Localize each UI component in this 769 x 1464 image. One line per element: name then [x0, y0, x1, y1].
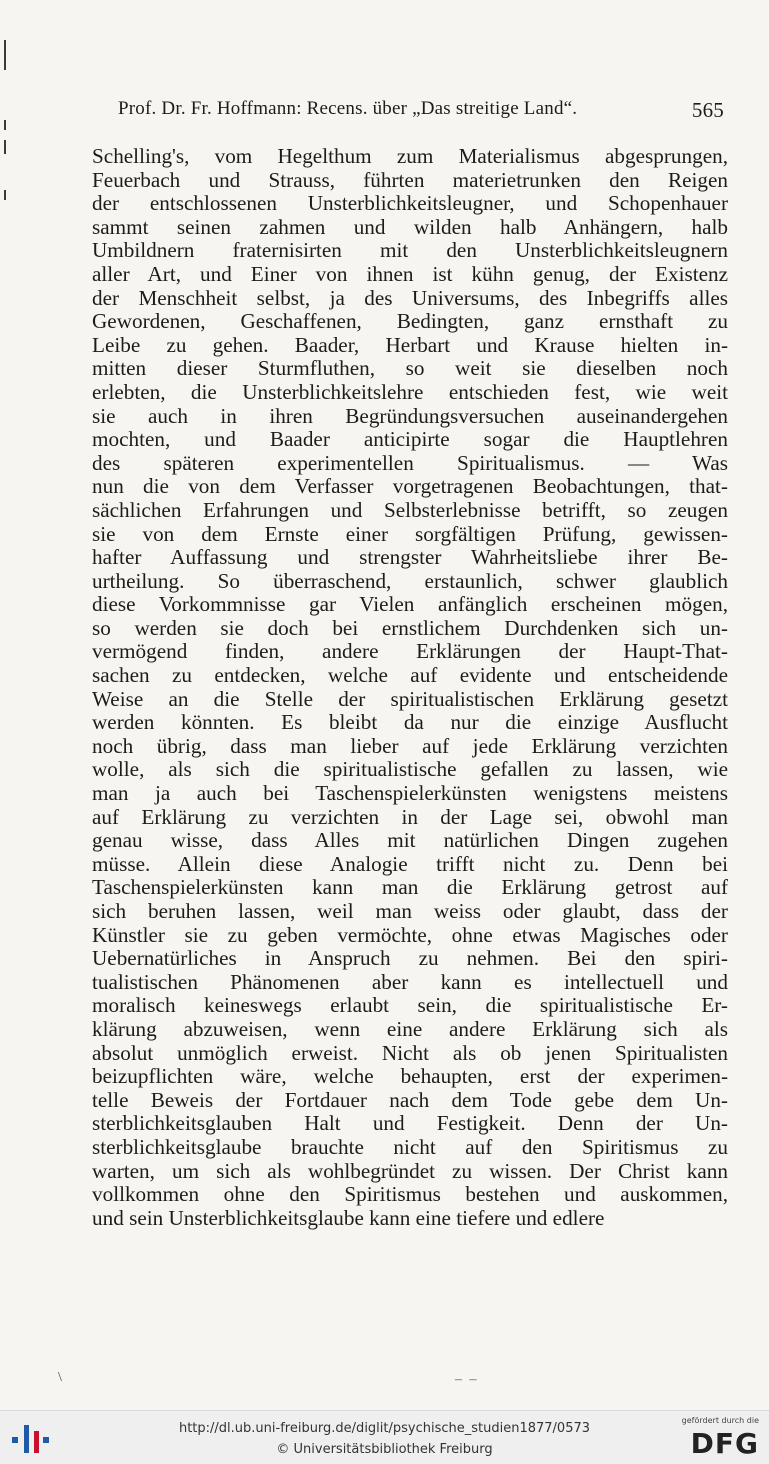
running-header — [118, 98, 728, 120]
source-url[interactable]: http://dl.ub.uni-freiburg.de/diglit/psychische_studien1877/0573 — [178, 1421, 591, 1436]
text-line: diese Vorkommnisse gar Vielen anfänglich erscheinen mögen, — [92, 593, 728, 617]
text-line: Gewordenen, Geschaffenen, Bedingten, ganz ernsthaft zu — [92, 310, 728, 334]
text-line: sterblichkeitsglaube brauchte nicht auf den Spiritismus zu — [92, 1135, 728, 1159]
scan-artifact: \ — [58, 1370, 62, 1385]
page-number: 565 — [691, 98, 724, 122]
text-line: Weise an die Stelle der spiritualistischen Erklärung gesetzt — [92, 687, 728, 711]
text-line: mitten dieser Sturmfluthen, so weit sie dieselben noch — [92, 357, 728, 381]
text-line: sie auch in ihren Begründungsversuchen auseinandergehen — [92, 404, 728, 428]
text-line: absolut unmöglich erweist. Nicht als ob jenen Spiritualisten — [92, 1041, 728, 1065]
text-line: genau wisse, dass Alles mit natürlichen Dingen zugehen — [92, 829, 728, 853]
dfg-logo-icon: DFG — [690, 1427, 759, 1460]
dfg-caption: gefördert durch die — [681, 1416, 759, 1425]
text-line: vollkommen ohne den Spiritismus bestehen und auskommen, — [92, 1183, 728, 1207]
text-line: wolle, als sich die spiritualistische gefallen zu lassen, wie — [92, 758, 728, 782]
text-line: man ja auch bei Taschenspielerkünsten wenigstens meistens — [92, 782, 728, 806]
text-line: warten, um sich als wohlbegründet zu wissen. Der Christ kann — [92, 1159, 728, 1183]
viewer-footer — [0, 1410, 769, 1464]
text-line: erlebten, die Unsterblichkeitslehre entschieden fest, wie weit — [92, 380, 728, 404]
text-line: urtheilung. So überraschend, erstaunlich, schwer glaublich — [92, 569, 728, 593]
text-line: mochten, und Baader anticipirte sogar die Hauptlehren — [92, 428, 728, 452]
scan-edge-mark — [4, 190, 6, 200]
text-line: vermögend finden, andere Erklärungen der Haupt-That- — [92, 640, 728, 664]
text-line: moralisch keineswegs erlaubt sein, die spiritualistische Er- — [92, 994, 728, 1018]
text-line: so werden sie doch bei ernstlichem Durchdenken sich un- — [92, 616, 728, 640]
running-title: Prof. Dr. Fr. Hoffmann: Recens. über „Das streitige Land“. — [118, 98, 578, 119]
text-line: der Menschheit selbst, ja des Universums, des Inbegriffs alles — [92, 286, 728, 310]
text-line: Uebernatürliches in Anspruch zu nehmen. Bei den spiri- — [92, 947, 728, 971]
scan-edge-mark — [4, 120, 6, 130]
text-line: Taschenspielerkünsten kann man die Erklärung getrost auf — [92, 876, 728, 900]
scan-edge-mark — [4, 40, 6, 70]
scan-edge-mark — [4, 140, 6, 154]
scan-artifact: – – — [455, 1372, 479, 1387]
text-line: sterblichkeitsglauben Halt und Festigkeit. Denn der Un- — [92, 1112, 728, 1136]
text-line: Künstler sie zu geben vermöchte, ohne etwas Magisches oder — [92, 923, 728, 947]
text-line: Feuerbach und Strauss, führten materietrunken den Reigen — [92, 168, 728, 192]
text-line: des späteren experimentellen Spiritualismus. — Was — [92, 451, 728, 475]
text-line: sachen zu entdecken, welche auf evidente und entscheidende — [92, 664, 728, 688]
text-line: Leibe zu gehen. Baader, Herbart und Krause hielten in- — [92, 333, 728, 357]
text-line: telle Beweis der Fortdauer nach dem Tode gebe dem Un- — [92, 1088, 728, 1112]
text-line: noch übrig, dass man lieber auf jede Erklärung verzichten — [92, 734, 728, 758]
text-line: sie von dem Ernste einer sorgfältigen Prüfung, gewissen- — [92, 522, 728, 546]
text-line: werden könnten. Es bleibt da nur die einzige Ausflucht — [92, 711, 728, 735]
text-line: müsse. Allein diese Analogie trifft nicht zu. Denn bei — [92, 852, 728, 876]
text-line: sich beruhen lassen, weil man weiss oder glaubt, dass der — [92, 900, 728, 923]
copyright-notice: © Universitätsbibliothek Freiburg — [276, 1442, 493, 1457]
text-line: auf Erklärung zu verzichten in der Lage sei, obwohl man — [92, 805, 728, 829]
text-line: aller Art, und Einer von ihnen ist kühn genug, der Existenz — [92, 262, 728, 286]
text-line: Schelling's, vom Hegelthum zum Materialismus abgesprungen, — [92, 145, 728, 168]
text-line: hafter Auffassung und strengster Wahrheitsliebe ihrer Be- — [92, 546, 728, 570]
text-line: nun die von dem Verfasser vorgetragenen Beobachtungen, that- — [92, 475, 728, 499]
text-line: sammt seinen zahmen und wilden halb Anhängern, halb — [92, 215, 728, 239]
body-text — [92, 145, 728, 1230]
text-line: sächlichen Erfahrungen und Selbsterlebnisse betrifft, so zeugen — [92, 498, 728, 522]
text-line: klärung abzuweisen, wenn eine andere Erklärung sich als — [92, 1017, 728, 1041]
text-line: beizupflichten wäre, welche behaupten, erst der experimen- — [92, 1065, 728, 1089]
text-line: Umbildnern fraternisirten mit den Unsterblichkeitsleugnern — [92, 239, 728, 263]
text-line: tualistischen Phänomenen aber kann es intellectuell und — [92, 970, 728, 994]
text-line: der entschlossenen Unsterblichkeitsleugner, und Schopenhauer — [92, 192, 728, 216]
text-line: und sein Unsterblichkeitsglaube kann eine tiefere und edlere — [92, 1206, 605, 1230]
